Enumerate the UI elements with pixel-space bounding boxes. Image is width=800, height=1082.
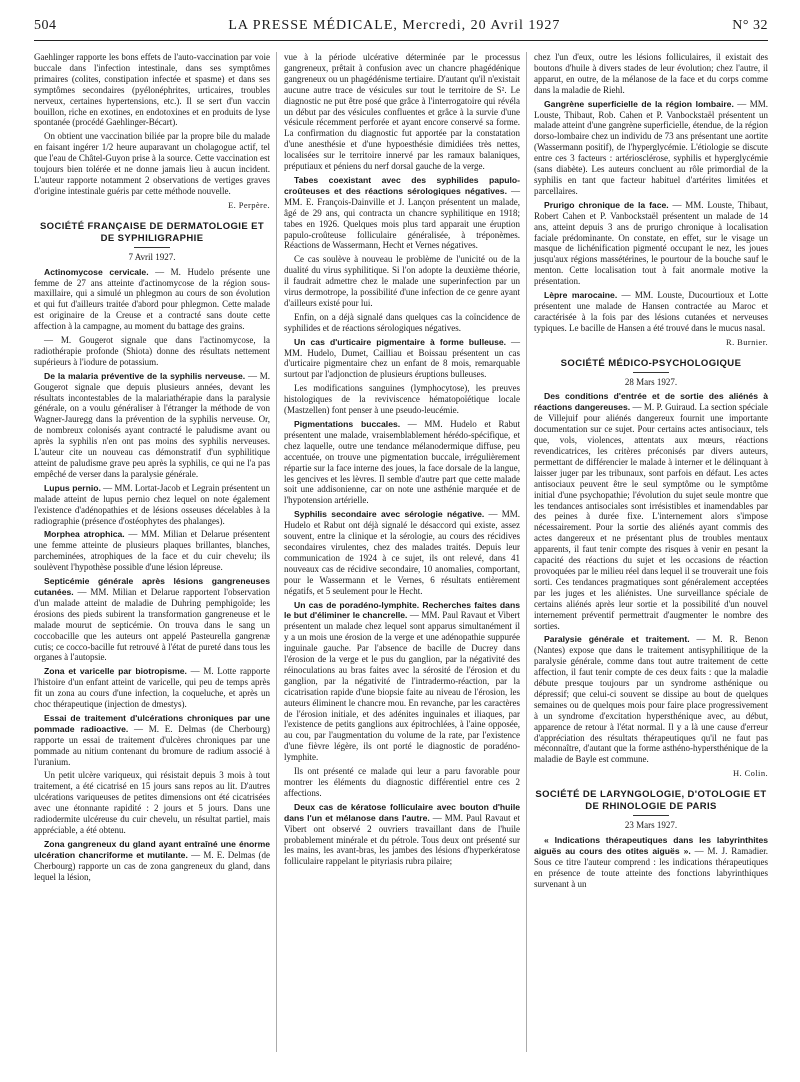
article-body: — MM. Louste, Ducourtioux et Lotte présentent une malade de Hansen contractée au Maroc et caractérisée à la fois par des lésions cutanées et nerveuses typiques. Le bacille de Hansen a été trouvé dans le mucus nasal.: [534, 290, 768, 333]
article-body: — MM. Hudelo et Rabut ont déjà signalé le désaccord qui existe, assez souvent, entre la clinique et la sérologie, au cours des récidives secondaires virulentes, chez des malades traités. Depuis leur communication de 1924 à ce sujet, ils ont relevé, dans 41 nouveaux cas de récidive secondaire, 10 anomalies, comportant, pour le Wassermann et le Vernes, 6 résultats entièrement négatifs, et 5 seulement pour le Hecht.: [284, 509, 520, 596]
header-rule: [34, 40, 768, 41]
column-1: [34, 52, 270, 886]
article-title: Syphilis secondaire avec sérologie négative.: [294, 509, 485, 520]
paragraph: Ce cas soulève à nouveau le problème de l'unicité ou de la dualité du virus syphilitique. Si l'on adopte la deuxième théorie, il faudrait admettre chez le malade une superinfection par un virus dermotrope, la possibilité d'une infection de ce genre ayant d'ailleurs existé pour lui.: [284, 254, 520, 308]
article-title: Lupus pernio.: [44, 482, 101, 493]
article-body: — M. P. Guiraud. La section spéciale de Villejuif pour aliénés dangereux fournit une importante documentation sur ce sujet. Pour certains actes antisociaux, tels que, vols, violences, attentats aux mœurs, réactions revendicatrices, les critères préconisés par divers auteurs, permettant de différencier le malade à interner et le délinquant à laisser juger par les tribunaux, sont parfois en défaut. Les actes antisociaux peuvent être le seul symptôme ou le symptôme initial d'une psychopathie; l'évolution du sujet seule montre que les tendances antisociales sont irrésistibles et inamendables par des peines à durée fixe. L'internement alors s'impose nécessairement. Pour la sortie des aliénés ayant commis des actes dangereux et ne présentant plus de troubles mentaux apparents, il faut tenir compte des risques à venir en pesant la capacité des réactions du sujet et les occasions de réaction provoquées par le milieu réel dans lequel il se trouverait une fois sorti. Ces tendances pragmatiques sont généralement acceptées par les juges et les aliénistes. Une surveillance spéciale de certains aliénés après leur sortie et la possibilité d'un nouvel internement préventif permettrait d'augmenter le nombre des sorties.: [534, 402, 768, 631]
article: [534, 634, 768, 765]
article-title: Paralysie générale et traitement.: [544, 634, 690, 645]
article: [34, 483, 270, 527]
article: [34, 576, 270, 663]
article-body: — MM. Milian et Delarue présentent une femme atteinte de plusieurs plaques brillantes, blanches, parcheminées, atrophiques de la face et du cuir chevelu; ils soulèvent l'hypothèse possible d'une lésion lépreuse.: [34, 529, 271, 573]
article-title: Prurigo chronique de la face.: [544, 199, 669, 210]
article-body: — MM. Paul Ravaut et Vibert présentent un malade chez lequel sont apparus simultanément il y a un mois une érosion de la verge et une adénopathie suppurée inguinale gauche. Par l'absence de bacille de Ducrey dans l'érosion de la verge et le pus du ganglion, par la négativité des réinoculations au bras faites avec la sérosité de l'érosion et du ganglion, par la négativité de l'intradermo-réaction, par la cicatrisation rapide d'une biopsie faite au niveau de l'érosion, les auteurs éliminent le chancre mou. En revanche, par les caractères de l'érosion initiale, et des adénites inguinales et iliaques, par l'existence de petits ganglions aux épitrochlées, à l'aine opposée, au cou, par l'augmentation du volume de la rate, par l'existence d'une fièvre légère, ils ont porté le diagnostic de poradéno-lymphite.: [284, 610, 520, 763]
article-body: — M. J. Ramadier. Sous ce titre l'auteur comprend : les indications thérapeutiques en présence de toute atteinte des fonctions labyrinthiques survenant à un: [534, 846, 768, 889]
article-body: — MM. Milian et Delarue rapportent l'observation d'un malade atteint de maladie de Duhring pemphigoïde; les érosions des pieds subirent la transformation gangreneuse et le malade mourut de septicémie. On trouva dans le sang un coccobacille que les auteurs ont appelé Pasteurella gangrenæ cutis; ce cocco-bacille fut retrouvé à l'état de pureté dans tous les organes à l'autopsie.: [34, 586, 270, 663]
section-heading: SOCIÉTÉ FRANÇAISE DE DERMATOLOGIE ET DE SYPHILIGRAPHIE: [39, 220, 265, 244]
paragraph: Un petit ulcère variqueux, qui résistait depuis 3 mois à tout traitement, a été cicatrisé en 15 jours sans repos au lit. D'autres ulcérations variqueuses de petites dimensions ont été cicatrisées avec une étonnante rapidité : 2 jours et 5 jours. Dans une radiodermite ulcéreuse du cuir chevelu, un résultat partiel, mais appréciable, a été obtenu.: [34, 770, 270, 835]
article-title: De la malaria préventive de la syphilis nerveuse.: [44, 370, 246, 381]
article: [284, 509, 520, 596]
article-title: Septicémie générale après lésions gangreneuses cutanées.: [34, 576, 270, 597]
article-title: Pigmentations buccales.: [294, 419, 401, 429]
signature: R. Burnier.: [726, 336, 768, 347]
article: [534, 99, 768, 197]
article: [34, 267, 270, 332]
article-body: — MM. E. François-Dainville et J. Lançon présentent un malade, âgé de 29 ans, qui contracta un chancre syphilitique en 1918; tabes en 1926. Quelques mois plus tard apparait une éruption papulo-croûteuse folliculaire généralisée, à tréponèmes. Réactions de Wassermann, Hecht et Vernes négatives.: [284, 185, 520, 251]
article-title: Actinomycose cervicale.: [44, 266, 149, 277]
paragraph: Les modifications sanguines (lymphocytose), les preuves histologiques de la reviviscence hématopoïétique locale (Mastzellen) font penser à une pseudo-leucémie.: [284, 383, 520, 416]
article-body: — M. E. Delmas (de Cherbourg) rapporte un essai de traitement d'ulcères chroniques par une pommade au nitium contenant du bromure de radium associé à l'uranium.: [34, 723, 270, 767]
article: [284, 175, 520, 251]
article: [284, 802, 520, 867]
article-body: — M. Gougerot signale que depuis plusieurs années, devant les résultats incontestables de la malariathérapie dans la paralysie générale, on a voulu généraliser à l'étranger la méthode de von Wagner-Jauregg dans la prévention de la syphilis nerveuse. Or, de nombreux colonisés ayant contracté le paludisme avant ou après la syphilis n'en ont pas moins des syphilis nerveuses. L'auteur cite un nouveau cas démonstratif d'un syphilitique atteint de paludisme grave peu après la syphilis, ce qui ne l'a pas empêché de verser dans la paralysie générale.: [34, 370, 270, 479]
issue-number: N° 32: [732, 18, 768, 33]
article: [534, 391, 768, 631]
paragraph: Ils ont présenté ce malade qui leur a paru favorable pour montrer les éléments du diagnostic différentiel entre ces 2 affections.: [284, 766, 520, 798]
article-title: Deux cas de kératose folliculaire avec bouton d'huile dans l'un et mélanose dans l'autre.: [284, 801, 520, 823]
article-title: Un cas de poradéno-lymphite. Recherches faites dans le but d'éliminer le chancrelle.: [284, 599, 520, 621]
article: [284, 337, 520, 381]
page-number: 504: [34, 18, 57, 33]
article-body: — MM. Louste, Thibaut, Rob. Cahen et P. Vanbockstaël présentent un malade atteint d'une gangrène superficielle, étendue, de la région dorso-lombaire chez un individu de 73 ans présentant une aortite (Wassermann positif), de l'hyperglycémie. L'étiologie se discute entre ces 3 facteurs : artériosclérose, syphilis et hyperglycémie (sans diabète). Les auteurs concluent au rôle primordial de la syphilis en tant que facteur habituel d'artérites limitées et parcellaires.: [534, 98, 768, 196]
article-body: — MM. Paul Ravaut et Vibert ont observé 2 ouvriers travaillant dans de l'huile probablement minérale et du pétrole. Tous deux ont présenté sur les mains, les avant-bras, les jambes des lésions d'hyperkératose folliculaire rappelant le pityriasis rubra pilaire;: [284, 812, 521, 867]
section-heading: SOCIÉTÉ MÉDICO-PSYCHOLOGIQUE: [560, 357, 742, 369]
article-body: — M. Lotte rapporte l'histoire d'un enfant atteint de varicelle, qui peu de temps après fit un zona au cours d'une infection, la coqueluche, et après un choc thérapeutique (injection de dmestys).: [34, 666, 270, 710]
article-body: — MM. Louste, Thibaut, Robert Cahen et P. Vanbockstaël présentent un malade de 14 ans, atteint depuis 3 ans de prurigo chronique à localisation faciale prédominante. On constate, en effet, sur le visage un masque de lichénification pigmenté occupant le nez, les joues jusqu'aux régions massétérines, le pourtour de la bouche sauf le menton. Cette localisation tout à fait anormale motive la présentation.: [534, 199, 768, 287]
article-body: — MM. Hudelo, Dumet, Cailliau et Boissau présentent un cas d'urticaire pigmentaire chez un enfant de 8 mois, remarquable surtout par l'adjonction de plusieurs éruptions bulleuses.: [284, 336, 520, 380]
column-3: [534, 52, 768, 893]
article: [534, 200, 768, 287]
paragraph: Enfin, on a déjà signalé dans quelques cas la coïncidence de syphilides et de réactions sérologiques négatives.: [284, 311, 520, 333]
article-title: « Indications thérapeutiques dans les labyrinthites aiguës au cours des otites aiguës ».: [534, 835, 768, 856]
session-date: 23 Mars 1927.: [624, 820, 678, 831]
article-title: Zona gangreneux du gland ayant entraîné une énorme ulcération chancriforme et mutilante.: [34, 838, 270, 860]
article: [534, 290, 768, 334]
paragraph: — M. Gougerot signale que dans l'actinomycose, la radiothérapie profonde (Shiota) donne des résultats nettement supérieurs à l'iodure de potassium.: [34, 335, 270, 367]
article-title: Zona et varicelle par biotropisme.: [44, 666, 187, 677]
signature: H. Colin.: [732, 768, 768, 779]
article-title: Morphea atrophica.: [44, 529, 125, 540]
signature: E. Perpère.: [228, 199, 270, 210]
session-date: 28 Mars 1927.: [624, 376, 678, 387]
article-body: — M. R. Benon (Nantes) expose que dans le traitement antisyphilitique de la paralysie générale, comme dans tout autre traitement de cette affection, il faut tenir compte de ces deux faits : que la maladie débute presque toujours par un syndrome asthénique ou dépressif; que celui-ci souvent se dissipe au bout de quelques semaines ou de quelques mois pour faire place progressivement à un syndrome d'excitation hypersthénique avec, au début, apparence de retour à l'état normal. Il y a là une cause d'erreur d'appréciation des résultats thérapeutiques qu'il ne faut pas méconnaître, d'autant que la forme asthéno-hypersthénique de la maladie de Bayle est commune.: [534, 634, 768, 765]
column-2: [284, 52, 520, 870]
article-body: — MM. Hudelo et Rabut présentent une malade, vraisemblablement hérédo-spécifique, et chez laquelle, outre une tendance mélanodermique diffuse, peu accentuée, on trouve une pigmentation buccale, irrégulièrement répartie sur la face interne des joues, la face dorsale de la langue, les gencives et les lèvres. Il semble d'autre part que cette malade soit une addisonienne, car on note une asthénie marquée et de l'hypotension artérielle.: [284, 419, 520, 506]
article-title: Gangrène superficielle de la région lombaire.: [544, 98, 734, 109]
paragraph: On obtient une vaccination biliée par la propre bile du malade en faisant ingérer 1/2 heure auparavant un cholagogue actif, tel que l'eau de Châtel-Guyon prise à la source. Cette vaccination est toujours bien tolérée et ne donne jamais lieu à aucun incident. L'auteur rapporte notamment 2 observations de vertiges graves d'origine intestinale guéris par cette méthode nouvelle.: [34, 131, 270, 196]
article-body: — M. Hudelo présente une femme de 27 ans atteinte d'actinomycose de la région sous-maxillaire, qui a simulé un phlegmon au cours de son évolution et qui fut d'ailleurs traitée d'abord pour phlegmon. Cette malade est originaire de la Creuse et a contracté sans doute cette affection à la campagne, au moment du battage des grains.: [34, 266, 270, 332]
article: [34, 839, 270, 883]
section-heading: SOCIÉTÉ DE LARYNGOLOGIE, D'OTOLOGIE ET DE RHINOLOGIE DE PARIS: [535, 789, 767, 813]
article-body: — MM. Lortat-Jacob et Legrain présentent un malade atteint de lupus pernio chez lequel on note également l'existence d'adénopathies et de lésions osseuses décelables à la radiographie (présence d'ostéophytes des phalanges).: [34, 482, 270, 526]
publication-title: LA PRESSE MÉDICALE, Mercredi, 20 Avril 1927: [228, 18, 561, 33]
article-title: Essai de traitement d'ulcérations chroniques par une pommade radioactive.: [34, 712, 270, 734]
article: [534, 835, 768, 890]
article-title: Lèpre marocaine.: [544, 290, 618, 301]
article: [284, 600, 520, 764]
section-rule: [134, 247, 170, 248]
article-body: — M. E. Delmas (de Cherbourg) rapporte un cas de zona gangreneux du gland, dans lequel la lésion,: [34, 849, 271, 882]
article: [34, 713, 270, 768]
article: [34, 666, 270, 710]
paragraph: Gaehlinger rapporte les bons effets de l'auto-vaccination par voie buccale dans l'infection intestinale, dans ses symptômes primaires (colites, constipation infectée et spasme) et dans ses symptômes secondaires (pyélonéphrites, urticaires, troubles nerveux, certaines hypertensions, etc.). Il se sert d'un vaccin bouillon, riche en exotines, en endotoxines et en produits de lyse spontanée (procédé Gaehlinger-Bécart).: [34, 52, 270, 128]
section-rule: [633, 815, 669, 816]
page-header: [34, 18, 768, 38]
session-date: 7 Avril 1927.: [128, 251, 176, 262]
paragraph: vue à la période ulcérative déterminée par le processus gangreneux, prêtait à confusion avec un chancre phagédénique gangreneux ou un phagédénisme tertiaire. D'autant qu'il n'existait aucune autre trace de vésicules sur tout le territoire de S². Le diagnostic ne put être posé que grâce à l'interrogatoire qui révéla un début par des vésicules confluentes et grâce à la survie d'une vésicule récemment perforée et ayant encore conservé sa forme. La confirmation du diagnostic fut apportée par la constatation d'une anesthésie et d'une hypoesthésie dimidiées très nettes, localisées sur le territoire innervé par les ramaux balaniques, préputiaux et péniens du nerf dorsal gauche de la verge.: [284, 52, 520, 172]
article-title: Tabes coexistant avec des syphilides papulo-croûteuses et des réactions sérologiques négatives.: [284, 174, 520, 196]
paragraph: chez l'un d'eux, outre les lésions folliculaires, il existait des boutons d'huile à divers stades de leur évolution; chez l'autre, il apparut, en outre, de la mélanose de la face et du corps comme dans la maladie de Riehl.: [534, 52, 768, 95]
article: [284, 419, 520, 506]
column-divider: [526, 52, 527, 1052]
column-divider: [276, 52, 277, 1052]
article-title: Un cas d'urticaire pigmentaire à forme bulleuse.: [294, 336, 507, 347]
section-rule: [633, 372, 669, 373]
article: [34, 529, 270, 573]
article: [34, 371, 270, 480]
article-title: Des conditions d'entrée et de sortie des aliénés à réactions dangereuses.: [534, 391, 768, 413]
